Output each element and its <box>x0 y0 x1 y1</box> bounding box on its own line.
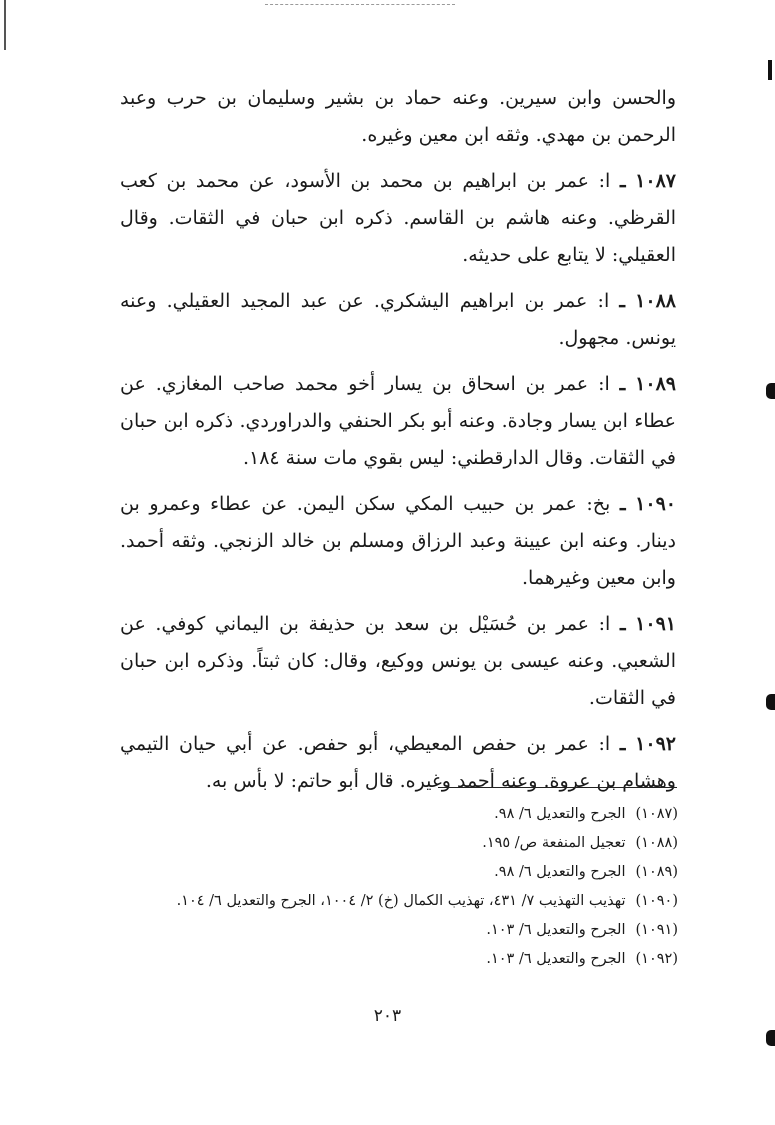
entry-number: ١٠٨٨ <box>635 290 676 312</box>
entry-text: عمر بن حبيب المكي سكن اليمن. عن عطاء وعمرو بن دينار. وعنه ابن عيينة وعبد الرزاق ومسلم بن خالد الزنجي. وثقه أحمد. وابن معين وغيرهما. <box>120 493 676 589</box>
entry-paragraph <box>120 80 676 154</box>
entry-text: عمر بن ابراهيم بن محمد بن الأسود، عن محمد بن كعب القرظي. وعنه هاشم بن القاسم. ذكره ابن حبان في الثقات. وقال العقيلي: لا يتابع على حديثه. <box>120 170 676 266</box>
footnote-ref: (١٠٨٨) <box>635 835 678 851</box>
entry-source-code: ا <box>605 170 611 192</box>
entry-paragraph: ١٠٩٠ ـ بخ: عمر بن حبيب المكي سكن اليمن. عن عطاء وعمرو بن دينار. وعنه ابن عيينة وعبد الرزاق ومسلم بن خالد الزنجي. وثقه أحمد. وابن معين وغيرهما. <box>120 493 676 589</box>
entry-paragraph: ١٠٩١ ـ ا: عمر بن حُسَيْل بن سعد بن حذيفة بن اليماني كوفي. عن الشعبي. وعنه عيسى بن يونس ووكيع، وقال: كان ثبتاً. وذكره ابن حبان في الثقات. <box>120 613 676 709</box>
footnote-ref: (١٠٩٢) <box>635 951 678 967</box>
entry-source-code: بخ <box>592 493 611 515</box>
right-scan-edge <box>768 60 772 80</box>
footnote <box>130 916 678 945</box>
top-scan-rule <box>265 4 455 5</box>
entry-source-code: ا <box>605 613 611 635</box>
entry-source-code: ا <box>604 733 611 755</box>
footnote-divider <box>438 787 677 788</box>
footnote-text: الجرح والتعديل ٦/ ٩٨. <box>494 864 626 880</box>
footnote-text: الجرح والتعديل ٦/ ٩٨. <box>494 806 626 822</box>
entry-source-code: ا <box>604 373 610 395</box>
entry-number: ١٠٩١ <box>635 613 676 635</box>
main-text <box>120 80 676 809</box>
entry-dash: ـ <box>619 613 626 635</box>
entry-paragraph: ١٠٨٧ ـ ا: عمر بن ابراهيم بن محمد بن الأسود، عن محمد بن كعب القرظي. وعنه هاشم بن القاسم. ذكره ابن حبان في الثقات. وقال العقيلي: لا يتابع على حديثه. <box>120 170 676 266</box>
page-number: ٢٠٣ <box>373 1006 402 1026</box>
footnote-text: الجرح والتعديل ٦/ ١٠٣. <box>486 951 626 967</box>
entry-dash: ـ <box>619 493 626 515</box>
entry-dash: ـ <box>619 373 626 395</box>
entry-text: والحسن وابن سيرين. وعنه حماد بن بشير وسليمان بن حرب وعبد الرحمن بن مهدي. وثقه ابن معين وغيره. <box>120 87 676 146</box>
scan-mark <box>766 1030 775 1046</box>
footnote <box>130 945 678 974</box>
entry-text: عمر بن حفص المعيطي، أبو حفص. عن أبي حيان التيمي وهشام بن عروة. وعنه أحمد وغيره. قال أبو حاتم: لا بأس به. <box>120 733 676 792</box>
entry-dash: ـ <box>619 170 626 192</box>
footnotes <box>130 800 678 974</box>
scan-mark <box>766 383 775 399</box>
left-scan-edge <box>4 0 6 50</box>
scan-mark <box>766 694 775 710</box>
footnote-ref: (١٠٨٩) <box>635 864 678 880</box>
entry-number: ١٠٩٠ <box>635 493 676 515</box>
entry-dash: ـ <box>619 733 626 755</box>
footnote-text: الجرح والتعديل ٦/ ١٠٣. <box>486 922 626 938</box>
footnote <box>130 829 678 858</box>
entry-paragraph: ١٠٨٩ ـ ا: عمر بن اسحاق بن يسار أخو محمد صاحب المغازي. عن عطاء ابن يسار وجادة. وعنه أبو بكر الحنفي والدراوردي. ذكره ابن حبان في الثقات. وقال الدارقطني: ليس بقوي مات سنة ١٨٤. <box>120 373 676 469</box>
footnote <box>130 858 678 887</box>
entry-paragraph: ١٠٩٢ ـ ا: عمر بن حفص المعيطي، أبو حفص. عن أبي حيان التيمي وهشام بن عروة. وعنه أحمد وغيره. قال أبو حاتم: لا بأس به. <box>120 733 676 792</box>
entry-number: ١٠٨٧ <box>635 170 676 192</box>
entry-text: عمر بن حُسَيْل بن سعد بن حذيفة بن اليماني كوفي. عن الشعبي. وعنه عيسى بن يونس ووكيع، وقال: كان ثبتاً. وذكره ابن حبان في الثقات. <box>120 613 676 709</box>
entry-text: عمر بن اسحاق بن يسار أخو محمد صاحب المغازي. عن عطاء ابن يسار وجادة. وعنه أبو بكر الحنفي والدراوردي. ذكره ابن حبان في الثقات. وقال الدارقطني: ليس بقوي مات سنة ١٨٤. <box>120 373 676 469</box>
entry-number: ١٠٩٢ <box>635 733 676 755</box>
footnote-text: تعجيل المنفعة ص/ ١٩٥. <box>482 835 626 851</box>
entry-text: عمر بن ابراهيم اليشكري. عن عبد المجيد العقيلي. وعنه يونس. مجهول. <box>120 290 676 349</box>
footnote <box>130 887 678 916</box>
footnote-ref: (١٠٩٠) <box>635 893 678 909</box>
footnote-ref: (١٠٨٧) <box>635 806 678 822</box>
entry-number: ١٠٨٩ <box>635 373 676 395</box>
entry-paragraph: ١٠٨٨ ـ ا: عمر بن ابراهيم اليشكري. عن عبد المجيد العقيلي. وعنه يونس. مجهول. <box>120 290 676 349</box>
footnote <box>130 800 678 829</box>
entry-source-code: ا <box>603 290 610 312</box>
entry-dash: ـ <box>619 290 625 312</box>
footnote-ref: (١٠٩١) <box>635 922 678 938</box>
footnote-text: تهذيب التهذيب ٧/ ٤٣١، تهذيب الكمال (خ) ٢/ ١٠٠٤، الجرح والتعديل ٦/ ١٠٤. <box>176 893 626 909</box>
